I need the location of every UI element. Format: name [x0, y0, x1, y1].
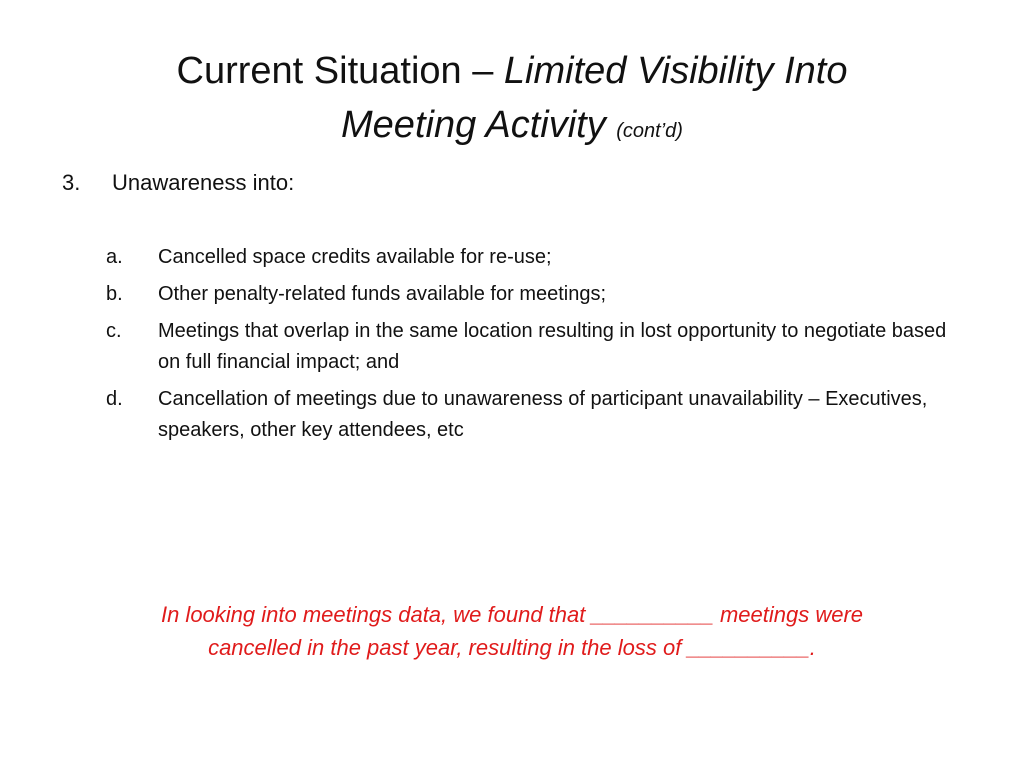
item-letter: c. — [106, 320, 122, 342]
title-suffix: (cont’d) — [616, 120, 683, 142]
title-prefix: Current Situation – — [176, 50, 504, 92]
item-text: Cancellation of meetings due to unawareness of participant unavailability – Executives, speakers, other key attendees, etc — [158, 388, 928, 441]
item-text: Other penalty-related funds available for meetings; — [158, 283, 607, 305]
section-number: 3. — [62, 170, 81, 195]
note-line1: In looking into meetings data, we found that __________ meetings were — [160, 602, 864, 627]
list-item-a — [106, 242, 966, 273]
list-item-c — [106, 316, 966, 378]
item-letter: d. — [106, 388, 123, 410]
note-line2: cancelled in the past year, resulting in the loss of __________. — [208, 635, 816, 660]
item-list — [106, 242, 966, 452]
list-item-d — [106, 384, 966, 446]
item-text: Meetings that overlap in the same location resulting in lost opportunity to negotiate based on full financial impact; and — [158, 320, 947, 373]
slide-title — [60, 44, 964, 158]
title-emphasis-line2: Meeting Activity — [341, 104, 606, 146]
section-heading-text: Unawareness into: — [112, 170, 295, 195]
item-text: Cancelled space credits available for re-use; — [158, 246, 552, 268]
item-letter: a. — [106, 246, 123, 268]
list-item-b — [106, 279, 966, 310]
item-letter: b. — [106, 283, 123, 305]
findings-note — [80, 598, 944, 664]
section-heading — [62, 168, 294, 198]
title-emphasis-line1: Limited Visibility Into — [503, 50, 848, 92]
